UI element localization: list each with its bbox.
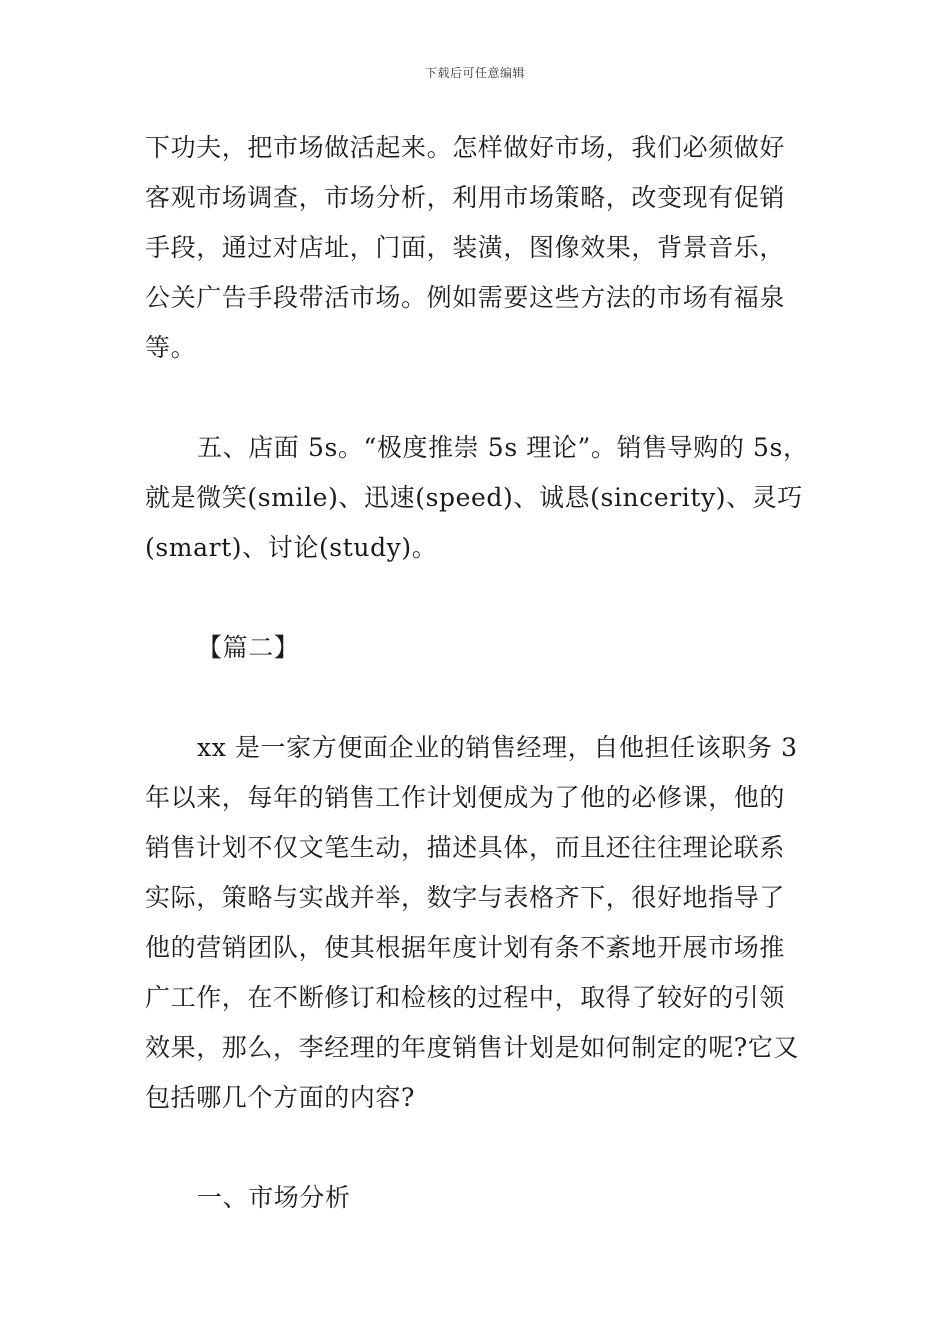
paragraph-line: 年以来，每年的销售工作计划便成为了他的必修课，他的 [145,783,786,812]
section-heading: 【篇二】 [197,633,300,662]
paragraph-line: 他的营销团队，使其根据年度计划有条不紊地开展市场推 [145,933,786,962]
paragraph-line: 销售计划不仅文笔生动，描述具体，而且还往往理论联系 [145,833,786,862]
paragraph-line: 公关广告手段带活市场。例如需要这些方法的市场有福泉 [145,283,786,312]
paragraph-line: 就是微笑(smile)、迅速(speed)、诚恳(sincerity)、灵巧 [145,483,803,512]
paragraph-line: 五、店面 5s。“极度推崇 5s 理论”。销售导购的 5s， [197,433,809,462]
paragraph-line: 等。 [145,333,197,362]
paragraph-line: xx 是一家方便面企业的销售经理，自他担任该职务 3 [197,733,798,762]
paragraph-line: 实际，策略与实战并举，数字与表格齐下，很好地指导了 [145,883,786,912]
subheading: 一、市场分析 [197,1183,351,1212]
header-note: 下载后可任意编辑 [424,66,525,80]
paragraph-line: 手段，通过对店址，门面，装潢，图像效果，背景音乐， [145,233,786,262]
paragraph-line: 下功夫，把市场做活起来。怎样做好市场，我们必须做好 [145,133,786,162]
paragraph-line: 广工作，在不断修订和检核的过程中，取得了较好的引领 [145,983,786,1012]
paragraph-line: 包括哪几个方面的内容? [145,1083,416,1112]
paragraph-line: 效果，那么，李经理的年度销售计划是如何制定的呢?它又 [145,1033,800,1062]
paragraph-line: (smart)、讨论(study)。 [145,533,438,562]
paragraph-line: 客观市场调查，市场分析，利用市场策略，改变现有促销 [145,183,786,212]
